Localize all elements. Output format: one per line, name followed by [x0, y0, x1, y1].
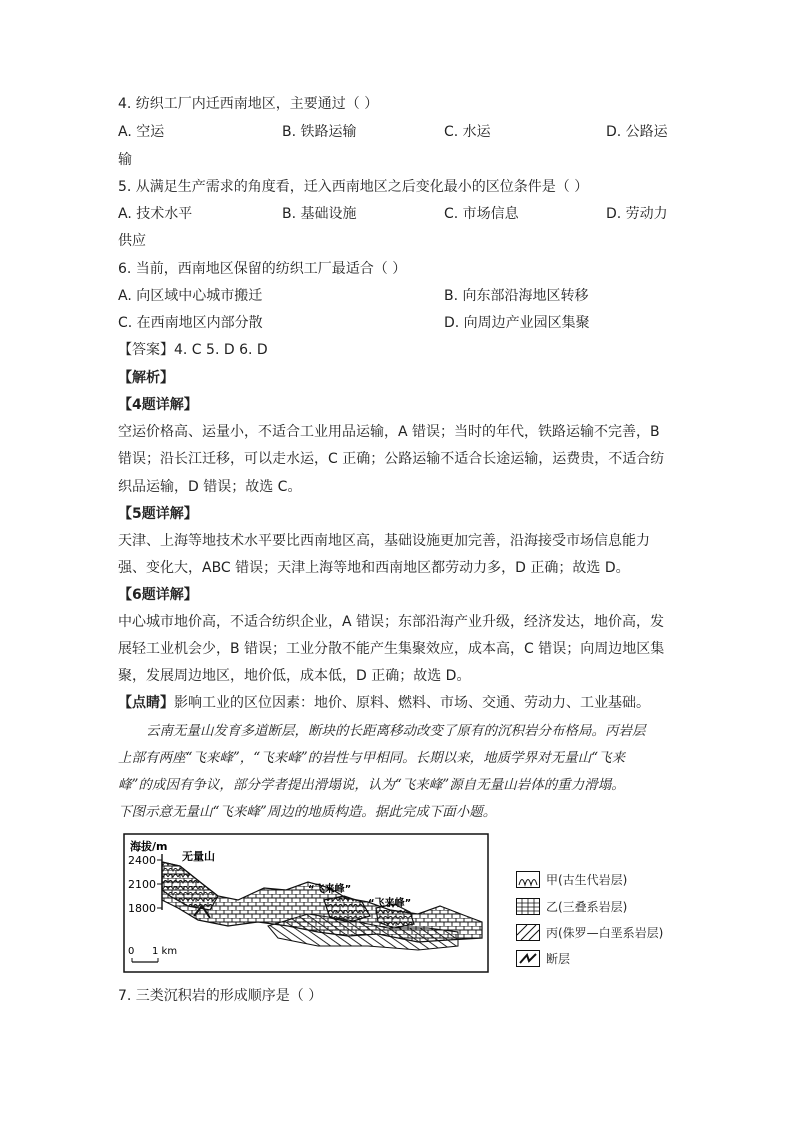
detail4-title: 【4题详解】: [118, 397, 198, 413]
legend-label: 丙(侏罗—白垩系岩层): [546, 925, 664, 940]
q5-option-d: D. 劳动力: [606, 206, 668, 222]
q4-option-b: B. 铁路运输: [282, 124, 357, 140]
passage-line: 云南无量山发育多道断层，断块的长距离移动改变了原有的沉积岩分布格局。丙岩层: [146, 723, 646, 739]
legend-swatch-fault: [516, 950, 540, 967]
legend-swatch-jia: [516, 871, 540, 888]
q6-stem: 6. 当前，西南地区保留的纺织工厂最适合（ ）: [118, 261, 407, 277]
detail5-line: 强、变化大，ABC 错误；天津上海等地和西南地区都劳动力多，D 正确；故选 D。: [118, 560, 630, 576]
detail6-line: 聚，发展周边地区，地价低，成本低，D 正确；故选 D。: [118, 668, 471, 684]
q5-option-a: A. 技术水平: [118, 206, 193, 222]
detail6-line: 中心城市地价高，不适合纺织企业，A 错误；东部沿海产业升级，经济发达，地价高，发: [118, 614, 665, 630]
y-tick-label: 2400: [128, 854, 156, 867]
peak-label: “飞来峰”: [368, 898, 412, 909]
detail5-line: 天津、上海等地技术水平要比西南地区高，基础设施更加完善，沿海接受市场信息能力: [118, 533, 650, 549]
y-tick-label: 1800: [128, 902, 156, 915]
mountain-label: 无量山: [182, 850, 215, 863]
q5-option-c: C. 市场信息: [444, 206, 519, 222]
peak-label: “飞来峰”: [308, 884, 352, 895]
scale-label-zero: 0: [128, 946, 135, 957]
q6-option-a: A. 向区域中心城市搬迁: [118, 288, 263, 304]
detail5-title: 【5题详解】: [118, 506, 198, 522]
passage-line: 峰”的成因有争议，部分学者提出滑塌说，认为“飞来峰”源自无量山岩体的重力滑塌。: [118, 777, 625, 793]
q4-option-c: C. 水运: [444, 124, 491, 140]
q4-stem: 4. 纺织工厂内迁西南地区，主要通过（ ）: [118, 96, 379, 112]
point-label: 【点睛】: [118, 695, 174, 711]
q5-option-d-wrap: 供应: [118, 233, 146, 249]
legend-item-yi: [516, 896, 627, 916]
q7-stem: 7. 三类沉积岩的形成顺序是（ ）: [118, 988, 323, 1004]
q4-option-d: D. 公路运: [606, 124, 668, 140]
legend-item-bing: [516, 922, 663, 942]
y-axis-label: 海拔/m: [130, 840, 168, 853]
legend-label: 乙(三叠系岩层): [546, 899, 628, 914]
passage-line: 下图示意无量山“飞来峰”周边的地质构造。据此完成下面小题。: [118, 804, 497, 820]
detail4-line: 错误；沿长江迁移，可以走水运，C 正确；公路运输不适合长途运输，运费贵，不适合纺: [118, 451, 665, 467]
point-line: [118, 693, 650, 713]
legend-item-fault: [516, 948, 570, 968]
legend-item-jia: [516, 869, 627, 889]
answer-line: 【答案】4. C 5. D 6. D: [118, 342, 268, 358]
detail6-line: 展轻工业机会少，B 错误；工业分散不能产生集聚效应，成本高，C 错误；向周边地区集: [118, 641, 665, 657]
y-tick-label: 2100: [128, 878, 156, 891]
q4-option-d-wrap: 输: [118, 152, 132, 168]
analysis-label: 【解析】: [118, 370, 174, 386]
point-text: 影响工业的区位因素：地价、原料、燃料、市场、交通、劳动力、工业基础。: [174, 695, 650, 711]
scale-label-km: 1 km: [152, 946, 178, 957]
q6-option-c: C. 在西南地区内部分散: [118, 315, 263, 331]
detail6-title: 【6题详解】: [118, 587, 198, 603]
q5-option-b: B. 基础设施: [282, 206, 357, 222]
legend-label: 甲(古生代岩层): [546, 872, 628, 887]
legend-label: 断层: [546, 951, 571, 966]
q6-option-d: D. 向周边产业园区集聚: [444, 315, 590, 331]
detail4-line: 空运价格高、运量小，不适合工业用品运输，A 错误；当时的年代，铁路运输不完善，B: [118, 424, 660, 440]
q4-option-a: A. 空运: [118, 124, 165, 140]
legend-swatch-yi: [516, 898, 540, 915]
legend-swatch-bing: [516, 924, 540, 941]
detail4-line: 织品运输，D 错误；故选 C。: [118, 479, 302, 495]
q5-stem: 5. 从满足生产需求的角度看，迁入西南地区之后变化最小的区位条件是（ ）: [118, 179, 589, 195]
passage-line: 上部有两座“飞来峰”，“飞来峰”的岩性与甲相同。长期以来，地质学界对无量山“飞来: [118, 750, 626, 766]
q6-option-b: B. 向东部沿海地区转移: [444, 288, 589, 304]
